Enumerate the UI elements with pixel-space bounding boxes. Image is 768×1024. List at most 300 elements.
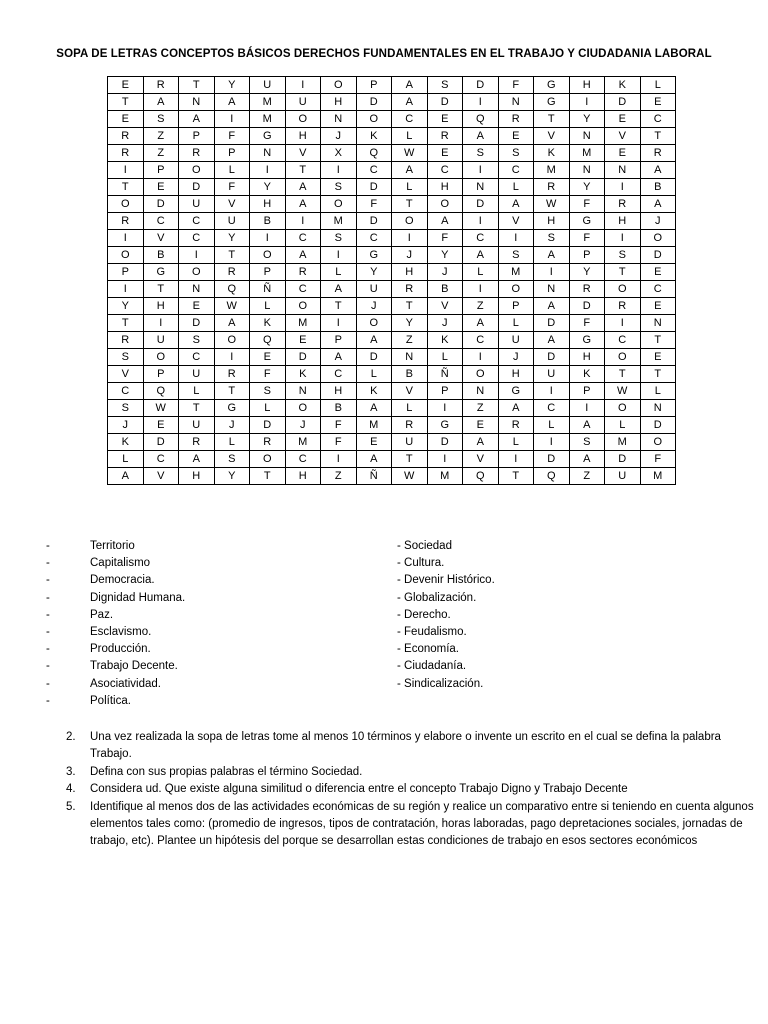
grid-cell: N (285, 383, 321, 400)
grid-cell: S (534, 230, 570, 247)
grid-cell: E (640, 94, 676, 111)
grid-cell: S (427, 77, 463, 94)
grid-row (108, 366, 676, 383)
grid-cell: R (179, 145, 215, 162)
grid-cell: O (179, 162, 215, 179)
grid-cell: H (143, 298, 179, 315)
grid-cell: I (463, 213, 499, 230)
grid-cell: T (214, 247, 250, 264)
grid-row (108, 247, 676, 264)
grid-cell: F (214, 179, 250, 196)
grid-cell: C (321, 366, 357, 383)
grid-row (108, 145, 676, 162)
grid-cell: H (427, 179, 463, 196)
grid-cell: L (356, 366, 392, 383)
grid-row (108, 383, 676, 400)
question-number: 5. (66, 800, 76, 813)
grid-cell: A (534, 332, 570, 349)
grid-cell: E (498, 128, 534, 145)
grid-cell: G (427, 417, 463, 434)
grid-cell: P (214, 145, 250, 162)
grid-cell: M (640, 468, 676, 485)
grid-row (108, 281, 676, 298)
grid-cell: Z (143, 145, 179, 162)
grid-cell: K (356, 128, 392, 145)
grid-cell: T (321, 298, 357, 315)
grid-cell: L (640, 77, 676, 94)
grid-cell: I (534, 383, 570, 400)
grid-cell: S (321, 179, 357, 196)
grid-cell: N (463, 383, 499, 400)
grid-cell: N (179, 281, 215, 298)
bullet-dash: - (46, 574, 50, 587)
grid-cell: I (321, 451, 357, 468)
grid-cell: V (392, 383, 428, 400)
grid-cell: A (285, 196, 321, 213)
grid-cell: R (214, 264, 250, 281)
grid-cell: A (463, 128, 499, 145)
grid-cell: S (321, 230, 357, 247)
word-list-item (46, 641, 185, 658)
question-text: Defina con sus propias palabras el término Sociedad. (90, 765, 363, 778)
grid-cell: A (214, 315, 250, 332)
grid-cell: L (250, 298, 286, 315)
grid-cell: Y (214, 77, 250, 94)
grid-cell: U (498, 332, 534, 349)
grid-cell: P (427, 383, 463, 400)
grid-cell: Y (356, 264, 392, 281)
grid-row (108, 162, 676, 179)
grid-cell: C (285, 230, 321, 247)
grid-cell: O (427, 196, 463, 213)
word-text: Producción. (90, 643, 151, 656)
grid-cell: O (214, 332, 250, 349)
grid-cell: D (534, 315, 570, 332)
grid-cell: C (285, 451, 321, 468)
bullet-dash: - (46, 626, 50, 639)
grid-cell: Y (569, 111, 605, 128)
grid-cell: A (569, 417, 605, 434)
grid-cell: E (179, 298, 215, 315)
grid-cell: L (108, 451, 144, 468)
grid-cell: C (640, 111, 676, 128)
grid-cell: I (321, 247, 357, 264)
grid-cell: E (427, 111, 463, 128)
grid-cell: N (179, 94, 215, 111)
grid-cell: H (392, 264, 428, 281)
grid-cell: I (250, 162, 286, 179)
grid-cell: Z (569, 468, 605, 485)
grid-cell: S (498, 145, 534, 162)
grid-cell: U (143, 332, 179, 349)
grid-cell: I (463, 281, 499, 298)
grid-cell: W (605, 383, 641, 400)
grid-cell: M (285, 315, 321, 332)
grid-cell: E (143, 179, 179, 196)
grid-cell: E (605, 111, 641, 128)
grid-cell: C (605, 332, 641, 349)
grid-cell: G (250, 128, 286, 145)
word-text: Esclavismo. (90, 626, 152, 639)
grid-cell: O (605, 349, 641, 366)
grid-cell: O (321, 196, 357, 213)
grid-cell: I (569, 400, 605, 417)
grid-cell: D (463, 77, 499, 94)
word-text: Paz. (90, 608, 114, 621)
grid-cell: A (356, 400, 392, 417)
word-text: Dignidad Humana. (90, 591, 186, 604)
grid-cell: S (179, 332, 215, 349)
grid-cell: J (427, 315, 463, 332)
grid-cell: L (498, 315, 534, 332)
grid-cell: O (392, 213, 428, 230)
grid-cell: D (250, 417, 286, 434)
grid-cell: R (108, 128, 144, 145)
grid-cell: J (498, 349, 534, 366)
grid-cell: J (640, 213, 676, 230)
grid-cell: H (285, 128, 321, 145)
grid-cell: I (605, 315, 641, 332)
grid-cell: N (463, 179, 499, 196)
grid-cell: I (463, 349, 499, 366)
grid-cell: Z (143, 128, 179, 145)
bullet-dash: - (46, 540, 50, 552)
grid-cell: R (179, 434, 215, 451)
grid-cell: P (569, 383, 605, 400)
grid-cell: M (427, 468, 463, 485)
grid-cell: O (250, 247, 286, 264)
grid-cell: F (569, 315, 605, 332)
grid-cell: Q (463, 468, 499, 485)
word-text: Política. (90, 694, 131, 707)
grid-cell: U (179, 366, 215, 383)
grid-cell: A (356, 332, 392, 349)
grid-cell: N (569, 128, 605, 145)
grid-cell: Q (143, 383, 179, 400)
word-list-item (46, 658, 185, 675)
grid-cell: P (569, 247, 605, 264)
grid-cell: V (427, 298, 463, 315)
grid-cell: D (427, 434, 463, 451)
bullet-dash: - (46, 608, 50, 621)
grid-row (108, 400, 676, 417)
grid-cell: Q (463, 111, 499, 128)
grid-cell: G (356, 247, 392, 264)
grid-cell: I (214, 111, 250, 128)
grid-cell: H (179, 468, 215, 485)
word-list-item: - Sociedad (397, 540, 452, 552)
grid-cell: T (250, 468, 286, 485)
grid-cell: I (250, 230, 286, 247)
grid-cell: E (250, 349, 286, 366)
grid-cell: T (534, 111, 570, 128)
grid-cell: R (427, 128, 463, 145)
grid-cell: Ñ (356, 468, 392, 485)
grid-cell: L (427, 349, 463, 366)
grid-cell: V (214, 196, 250, 213)
grid-cell: R (214, 366, 250, 383)
grid-cell: U (605, 468, 641, 485)
grid-cell: C (534, 400, 570, 417)
grid-cell: A (534, 247, 570, 264)
grid-cell: P (356, 77, 392, 94)
grid-cell: M (250, 94, 286, 111)
grid-cell: R (250, 434, 286, 451)
grid-cell: A (285, 179, 321, 196)
grid-cell: G (214, 400, 250, 417)
grid-cell: O (321, 77, 357, 94)
grid-cell: M (569, 145, 605, 162)
grid-cell: E (605, 145, 641, 162)
grid-cell: P (250, 264, 286, 281)
question-text: Considera ud. Que existe alguna similitud o diferencia entre el concepto Trabajo Digno y Trabajo Decente (90, 783, 628, 796)
grid-cell: T (640, 332, 676, 349)
grid-cell: D (356, 94, 392, 111)
grid-cell: I (321, 315, 357, 332)
bullet-dash: - (46, 694, 50, 707)
grid-cell: E (285, 332, 321, 349)
grid-cell: R (143, 77, 179, 94)
question-number: 3. (66, 765, 76, 778)
grid-cell: Q (356, 145, 392, 162)
grid-cell: T (498, 468, 534, 485)
word-list-item (46, 693, 185, 710)
grid-cell: D (179, 315, 215, 332)
grid-cell: B (392, 366, 428, 383)
grid-cell: N (321, 111, 357, 128)
grid-cell: T (392, 196, 428, 213)
grid-cell: F (569, 196, 605, 213)
grid-cell: O (356, 315, 392, 332)
grid-cell: D (179, 179, 215, 196)
grid-cell: O (605, 281, 641, 298)
grid-cell: O (498, 281, 534, 298)
grid-cell: Y (392, 315, 428, 332)
grid-cell: Ñ (427, 366, 463, 383)
grid-cell: L (214, 162, 250, 179)
grid-cell: Y (250, 179, 286, 196)
grid-cell: C (143, 213, 179, 230)
grid-cell: R (640, 145, 676, 162)
grid-cell: A (392, 94, 428, 111)
grid-cell: N (392, 349, 428, 366)
grid-cell: Ñ (250, 281, 286, 298)
grid-cell: Y (569, 264, 605, 281)
grid-cell: H (498, 366, 534, 383)
grid-cell: F (640, 451, 676, 468)
grid-cell: D (605, 451, 641, 468)
grid-cell: R (108, 213, 144, 230)
grid-cell: R (108, 332, 144, 349)
grid-cell: O (108, 247, 144, 264)
grid-cell: R (569, 281, 605, 298)
grid-cell: P (321, 332, 357, 349)
grid-cell: E (427, 145, 463, 162)
word-text: Territorio (90, 540, 135, 552)
grid-cell: Q (534, 468, 570, 485)
grid-cell: R (108, 145, 144, 162)
grid-cell: A (392, 162, 428, 179)
grid-cell: Y (108, 298, 144, 315)
grid-cell: T (605, 366, 641, 383)
grid-cell: Y (214, 468, 250, 485)
grid-cell: A (214, 94, 250, 111)
grid-cell: M (356, 417, 392, 434)
grid-cell: U (285, 94, 321, 111)
grid-cell: Y (427, 247, 463, 264)
grid-cell: I (605, 179, 641, 196)
grid-cell: L (463, 264, 499, 281)
question-number: 2. (66, 731, 76, 743)
grid-cell: B (427, 281, 463, 298)
grid-cell: L (640, 383, 676, 400)
grid-cell: F (214, 128, 250, 145)
grid-cell: C (179, 230, 215, 247)
grid-cell: V (498, 213, 534, 230)
grid-cell: Z (392, 332, 428, 349)
grid-cell: A (179, 451, 215, 468)
grid-cell: A (463, 315, 499, 332)
grid-cell: H (285, 468, 321, 485)
grid-cell: P (498, 298, 534, 315)
grid-cell: W (392, 145, 428, 162)
grid-row (108, 128, 676, 145)
grid-cell: A (498, 400, 534, 417)
grid-cell: O (250, 451, 286, 468)
grid-cell: R (605, 196, 641, 213)
question-item (66, 781, 756, 798)
grid-cell: F (356, 196, 392, 213)
grid-cell: I (463, 162, 499, 179)
bullet-dash: - (46, 677, 50, 690)
grid-cell: C (179, 349, 215, 366)
grid-cell: D (605, 94, 641, 111)
grid-cell: K (427, 332, 463, 349)
grid-cell: V (534, 128, 570, 145)
grid-cell: S (143, 111, 179, 128)
grid-cell: M (250, 111, 286, 128)
grid-cell: B (640, 179, 676, 196)
grid-cell: A (321, 281, 357, 298)
grid-cell: O (179, 264, 215, 281)
grid-row (108, 77, 676, 94)
grid-cell: G (534, 94, 570, 111)
grid-cell: M (498, 264, 534, 281)
word-list-right (397, 538, 495, 693)
grid-cell: T (605, 264, 641, 281)
grid-cell: O (285, 111, 321, 128)
grid-cell: D (640, 247, 676, 264)
bullet-dash: - (46, 557, 50, 570)
question-item (66, 799, 756, 851)
grid-cell: J (427, 264, 463, 281)
grid-cell: O (356, 111, 392, 128)
grid-cell: J (285, 417, 321, 434)
grid-cell: A (498, 196, 534, 213)
grid-cell: I (285, 77, 321, 94)
grid-cell: J (321, 128, 357, 145)
grid-cell: H (534, 213, 570, 230)
grid-cell: I (569, 94, 605, 111)
grid-row (108, 451, 676, 468)
grid-cell: E (463, 417, 499, 434)
grid-cell: D (356, 213, 392, 230)
word-list-item (46, 555, 185, 572)
grid-cell: L (605, 417, 641, 434)
word-list-item (46, 572, 185, 589)
grid-cell: D (534, 451, 570, 468)
grid-cell: C (463, 332, 499, 349)
grid-cell: P (143, 366, 179, 383)
grid-row (108, 349, 676, 366)
grid-cell: A (463, 247, 499, 264)
bullet-dash: - (46, 660, 50, 673)
grid-cell: C (179, 213, 215, 230)
grid-cell: K (356, 383, 392, 400)
word-list-item (46, 590, 185, 607)
grid-cell: D (534, 349, 570, 366)
word-list-left (46, 538, 185, 710)
grid-cell: G (569, 213, 605, 230)
grid-cell: A (285, 247, 321, 264)
grid-cell: V (143, 468, 179, 485)
grid-row (108, 179, 676, 196)
grid-cell: E (143, 417, 179, 434)
grid-cell: O (108, 196, 144, 213)
word-list-item: - Feudalismo. (397, 626, 467, 639)
grid-cell: C (143, 451, 179, 468)
grid-cell: R (498, 417, 534, 434)
grid-cell: E (640, 349, 676, 366)
grid-cell: T (108, 315, 144, 332)
grid-cell: D (569, 298, 605, 315)
grid-cell: S (108, 349, 144, 366)
grid-cell: R (498, 111, 534, 128)
grid-cell: U (356, 281, 392, 298)
grid-cell: F (427, 230, 463, 247)
grid-cell: I (605, 230, 641, 247)
grid-cell: T (392, 451, 428, 468)
grid-cell: H (569, 77, 605, 94)
grid-cell: D (285, 349, 321, 366)
grid-cell: F (569, 230, 605, 247)
grid-cell: A (321, 349, 357, 366)
grid-cell: I (108, 162, 144, 179)
grid-cell: E (640, 298, 676, 315)
grid-cell: S (605, 247, 641, 264)
word-list-item: - Derecho. (397, 608, 451, 621)
grid-cell: O (463, 366, 499, 383)
grid-cell: D (356, 179, 392, 196)
grid-cell: D (143, 434, 179, 451)
grid-cell: Z (321, 468, 357, 485)
question-text: Identifique al menos dos de las actividades económicas de su región y realice un comparativo entre si teniendo en cuenta algunos elementos tales como: (promedio de ingresos, tipos de contratación, horas laboradas, pago depretaciones sociales, jornadas de trabajo, etc). Plantee un hipótesis del porque se desarrollan estas condiciones de trabajo en esos sectores económicos (90, 800, 754, 848)
grid-cell: B (143, 247, 179, 264)
grid-cell: E (108, 111, 144, 128)
grid-cell: N (534, 281, 570, 298)
word-text: Democracia. (90, 574, 155, 587)
grid-cell: L (214, 434, 250, 451)
grid-row (108, 264, 676, 281)
grid-cell: H (569, 349, 605, 366)
grid-cell: K (285, 366, 321, 383)
grid-cell: L (250, 400, 286, 417)
word-search-grid (107, 76, 676, 485)
word-list-item: - Sindicalización. (397, 677, 484, 690)
grid-cell: T (285, 162, 321, 179)
grid-cell: F (321, 434, 357, 451)
word-list-item: - Cultura. (397, 557, 445, 570)
